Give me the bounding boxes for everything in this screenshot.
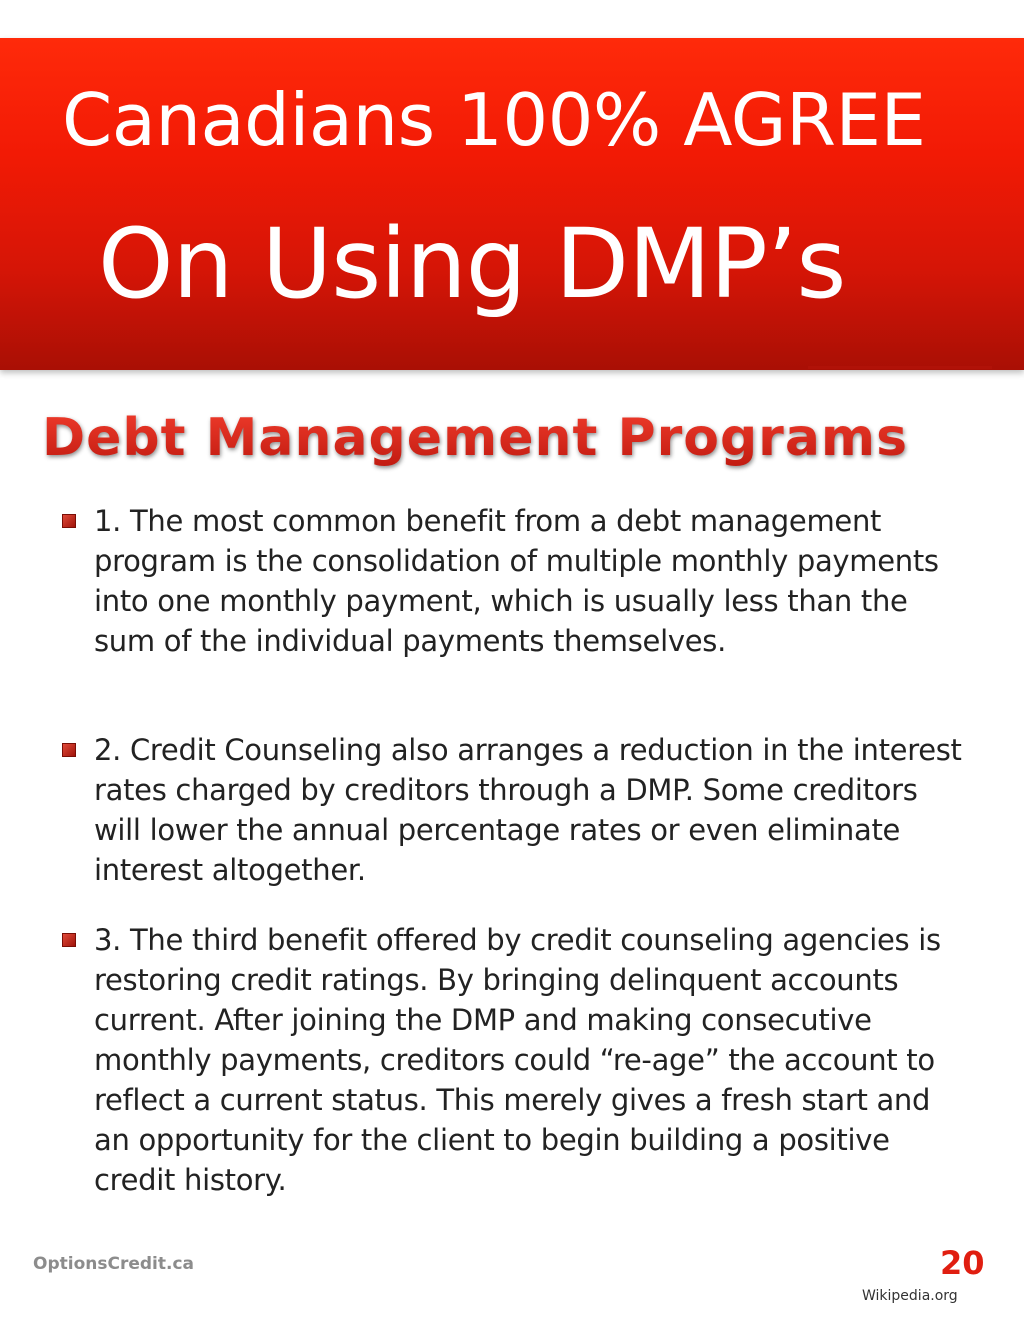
bullet-item-1 xyxy=(62,501,962,661)
banner-headline: Canadians 100% AGREE xyxy=(62,78,926,162)
section-title: Debt Management Programs xyxy=(42,408,1022,468)
page-number: 20 xyxy=(940,1244,985,1282)
footer-site-name: OptionsCredit.ca xyxy=(33,1254,194,1274)
square-bullet-icon xyxy=(62,514,76,528)
bullet-item-2 xyxy=(62,730,962,890)
bullet-text: 1. The most common benefit from a debt management program is the consolidation of multiple monthly payments into one monthly payment, which is usually less than the sum of the individual payments themselves. xyxy=(94,504,939,658)
banner-accent-line xyxy=(808,366,992,369)
title-banner xyxy=(0,38,1024,370)
bullet-item-3 xyxy=(62,920,962,1200)
bullet-text: 3. The third benefit offered by credit counseling agencies is restoring credit ratings. By bringing delinquent accounts current. After joining the DMP and making consecutive monthly payments, creditors could “re-age” the account to reflect a current status. This merely gives a fresh start and an opportunity for the client to begin building a positive credit history. xyxy=(94,923,941,1197)
square-bullet-icon xyxy=(62,743,76,757)
source-credit: Wikipedia.org xyxy=(862,1288,958,1304)
bullet-text: 2. Credit Counseling also arranges a reduction in the interest rates charged by creditors through a DMP. Some creditors will lower the annual percentage rates or even eliminate interest altogether. xyxy=(94,733,962,887)
square-bullet-icon xyxy=(62,933,76,947)
banner-subheadline: On Using DMP’s xyxy=(98,208,846,320)
